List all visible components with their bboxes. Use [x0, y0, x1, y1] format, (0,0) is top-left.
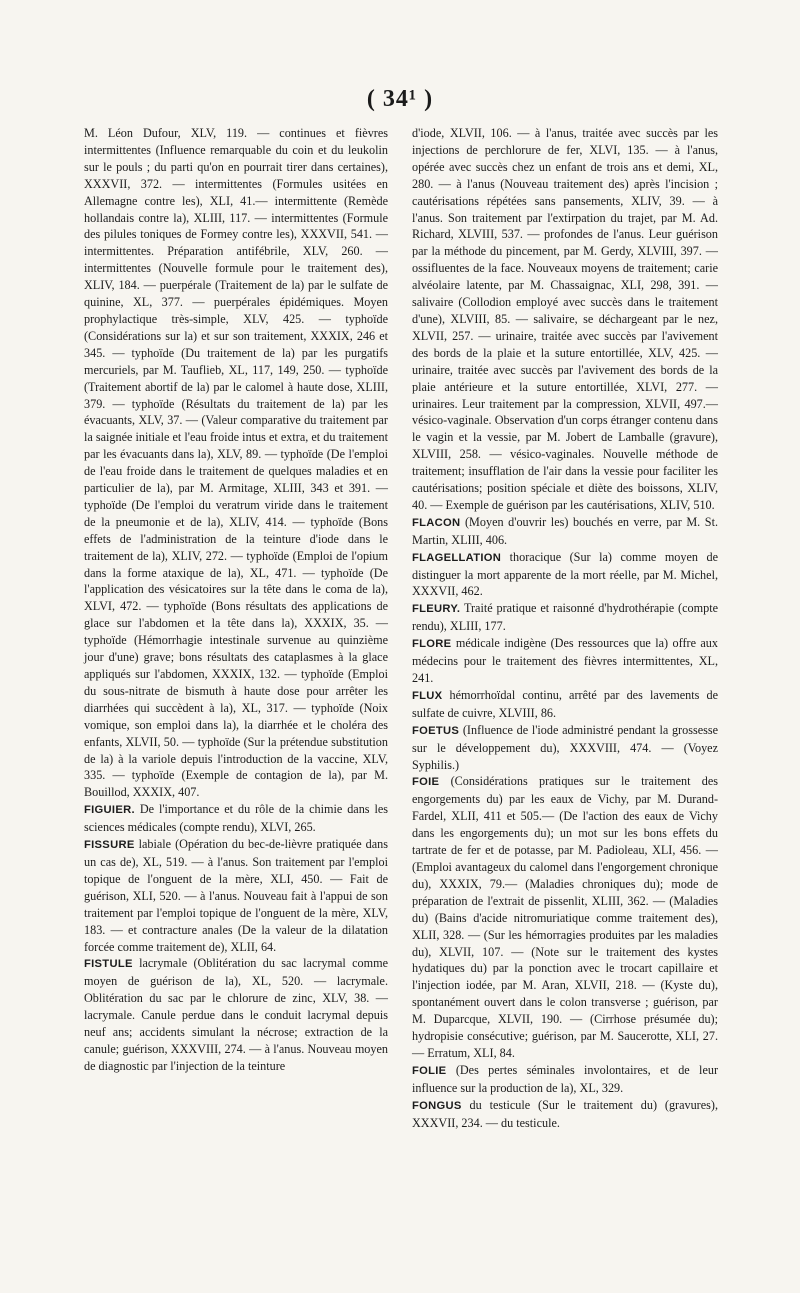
entry-term: FIGUIER. [84, 804, 135, 817]
entry-term: FOLIE [412, 1064, 447, 1077]
entry-text: M. Léon Dufour, XLV, 119. — continues et fièvres intermittentes (Influence remarquable du coin et du leukolin sur le pouls ; du parti qu'on en pourrait tirer dans certaines), XXXVII, 372. — intermittentes (Formules usitées en Allemagne contre les), XLI, 41.— intermittente (Remède hollandais contre la), XLIII, 117. — intermittentes (Formule des pilules toniques de Formey contre les), XXXVII, 541. — intermittentes. Préparation antifébrile, XLV, 260. — intermittentes (Nouvelle formule pour le traitement des), XLIV, 184. — puerpérale (Traitement de la) par le sulfate de quinine, XL, 377. — puerpérales épidémiques. Moyen prophylactique très-simple, XLV, 425. — typhoïde (Considérations sur la) et sur son traitement, XXXIX, 246 et 345. — typhoïde (Du traitement de la) par les purgatifs mercuriels, par M. Tauflieb, XL, 117, 149, 250. — typhoïde (Traitement abortif de la) par le calomel à haute dose, XLIII, 379. — typhoïde (Résultats du traitement de la) par les évacuants, XLV, 37. — (Valeur comparative du traitement par la saignée initiale et l'eau froide intus et extra, et du traitement par les évacuants dans la), XLV, 89. — typhoïde (De l'emploi de l'eau froide dans le traitement de quelques maladies et en particulier de la), par M. Armitage, XLIII, 343 et 391. — typhoïde (De l'emploi du veratrum viride dans le traitement de la pneumonie et de la), XLIV, 414. — typhoïde (Bons effets de l'administration de la teinture d'iode dans le traitement de la), XLIV, 272. — typhoïde (Emploi de l'opium dans la forme ataxique de la), XL, 471. — typhoïde (De l'application des vésicatoires sur la tête dans le coma de la), XLVI, 472. — typhoïde (Bons résultats des applications de glace sur l'abdomen et la tête dans la), XXXIX, 35. — typhoïde (Hémorrhagie intestinale survenue au quinzième jour d'une) grave; bons résultats des cataplasmes à la glace appliqués sur l'abdomen, XXXIX, 132. — typhoïde (Emploi du sous-nitrate de bismuth à haute dose pour arrêter les diarrhées qui succèdent à la), XL, 317. — typhoïde (Noix vomique, son emploi dans la), la diarrhée et le choléra des enfants, XLVII, 50. — typhoïde (Sur la prétendue substitution de la) à la variole depuis l'introduction de la vaccine, XLV, 335. — typhoïde (Exemple de contagion de la), par M. Bouillod, XXXIX, 407. [84, 126, 388, 800]
entry-term: FOETUS [412, 724, 460, 737]
entry-text: hémorrhoïdal continu, arrêté par des lavements de sulfate de cuivre, XLVIII, 86. [412, 687, 718, 720]
index-entry [412, 773, 718, 1061]
index-entry [412, 125, 718, 514]
index-entry [84, 836, 388, 955]
entry-text: Traité pratique et raisonné d'hydrothérapie (compte rendu), XLIII, 177. [412, 601, 718, 634]
entry-term: FONGUS [412, 1099, 462, 1112]
index-entry [84, 125, 388, 801]
entry-text: (Considérations pratiques sur le traitement des engorgements du) par les eaux de Vichy, par M. Durand-Fardel, XLII, 411 et 505.— (De l'action des eaux de Vichy dans les engorgements du); un mot sur les bons effets du tartrate de fer et de potasse, par M. Padioleau, XLI, 456. — (Emploi avantageux du calomel dans l'engorgement chronique du), XXXIX, 79.— (Maladies chroniques du); mode de préparation de l'extrait de pissenlit, XLIII, 362. — (Maladies du) (Bains d'acide nitromuriatique comme traitement des), XLII, 328. — (Sur les hémorragies produites par les maladies du), XLVII, 107. — (Note sur le traitement des kystes hydatiques du) par la ponction avec le trocart capillaire et l'injection iodée, par M. Aran, XLVII, 218. — (Kyste du), spontanément ouvert dans le colon transverse ; guérison, par M. Duparcque, XLVII, 190. — (Cirrhose présumée du); hydropisie consécutive; guérison, par M. Saucerotte, XLI, 27. — Erratum, XLI, 84. [412, 774, 718, 1060]
right-column [412, 125, 718, 1131]
entry-text: labiale (Opération du bec-de-lièvre pratiquée dans un cas de), XL, 519. — à l'anus. Son traitement par l'emploi topique de l'onguent de la mère, XLI, 450. — Fait de guérison, XLI, 520. — à l'anus. Nouveau fait à l'appui de son traitement par l'emploi topique de l'onguent de la mère, XLV, 183. — et contracture anales (De la valeur de la dilatation forcée comme traitement de), XLII, 64. [84, 837, 388, 954]
index-entry [84, 801, 388, 836]
entry-term: FLACON [412, 516, 461, 529]
index-entry [412, 635, 718, 687]
entry-text: (Moyen d'ouvrir les) bouchés en verre, par M. St. Martin, XLIII, 406. [412, 514, 718, 547]
entry-term: FISTULE [84, 958, 133, 971]
entry-text: du testicule (Sur le traitement du) (gravures), XXXVII, 234. — du testicule. [412, 1097, 719, 1130]
entry-term: FLAGELLATION [412, 551, 502, 564]
entry-text: De l'importance et du rôle de la chimie dans les sciences médicales (compte rendu), XLVI, 265. [84, 802, 388, 835]
left-column [84, 125, 388, 1075]
entry-text: médicale indigène (Des ressources que la) offre aux médecins pour le traitement des fièvres intermittentes, XL, 241. [412, 636, 718, 685]
entry-text: (Influence de l'iode administré pendant la grossesse sur le développement du), XXXVIII, 474. — (Voyez Syphilis.) [412, 722, 718, 772]
entry-term: FISSURE [84, 839, 135, 852]
entry-text: lacrymale (Oblitération du sac lacrymal comme moyen de guérison de la), XL, 520. — lacrymale. Oblitération du sac par le chlorure de zinc, XLV, 38. — lacrymale. Canule perdue dans le conduit lacrymal depuis neuf ans; accidents simulant la nécrose; extraction de la canule; guérison, XXXVIII, 274. — à l'anus. Nouveau moyen de diagnostic par l'injection de la teinture [84, 956, 388, 1073]
index-entry [412, 1097, 718, 1132]
page-number: ( 34¹ ) [366, 86, 434, 112]
index-entry [412, 722, 718, 774]
index-entry [412, 687, 718, 722]
entry-term: FOIE [412, 776, 440, 789]
entry-term: FLORE [412, 638, 452, 651]
index-entry [412, 549, 718, 601]
entry-term: FLEURY. [412, 603, 461, 616]
entry-text: thoracique (Sur la) comme moyen de distinguer la mort apparente de la mort réelle, par M. Michel, XXXVII, 462. [412, 549, 719, 599]
entry-term: FLUX [412, 689, 443, 702]
index-entry [84, 955, 388, 1074]
entry-text: (Des pertes séminales involontaires, et de leur influence sur la production de la), XL, 329. [412, 1062, 719, 1095]
index-entry [412, 600, 718, 635]
index-entry [412, 1062, 718, 1097]
entry-text: d'iode, XLVII, 106. — à l'anus, traitée avec succès par les injections de perchlorure de fer, XLVI, 135. — à l'anus, opérée avec succès chez un enfant de trois ans et demi, XL, 280. — à l'anus (Nouveau traitement des) après l'incision ; cautérisations répétées sans pansements, XLIV, 39. — à l'anus. Son traitement par l'extirpation du trajet, par M. Ad. Richard, XLVIII, 537. — profondes de l'anus. Leur guérison par la méthode du pincement, par M. Gerdy, XLVIII, 397. — ossifluentes de la face. Nouveaux moyens de traitement; carie alvéolaire latente, par M. Chassaignac, XLI, 298, 391. — salivaire (Collodion employé avec succès dans le traitement d'une), XLVIII, 85. — salivaire, se déchargeant par le nez, XLVII, 257. — urinaire, traitée avec succès par l'avivement des bords de la plaie et la suture entortillée, XLV, 425. — urinaire, traitée avec succès par l'avivement des bords de la plaie antérieure et la suture entortillée, XLVI, 277. — urinaires. Leur traitement par la compression, XLVII, 497.—vésico-vaginale. Observation d'un corps étranger contenu dans le vagin et la vessie, par M. Jobert de Lamballe (gravure), XLVIII, 258. — vésico-vaginales. Nouvelle méthode de traitement; insufflation de l'air dans la vessie pour faciliter les cautérisations; position spéciale et diète des boissons, XLIV, 40. — Exemple de guérison par les cautérisations, XLIV, 510. [412, 126, 718, 512]
index-entry [412, 514, 718, 549]
